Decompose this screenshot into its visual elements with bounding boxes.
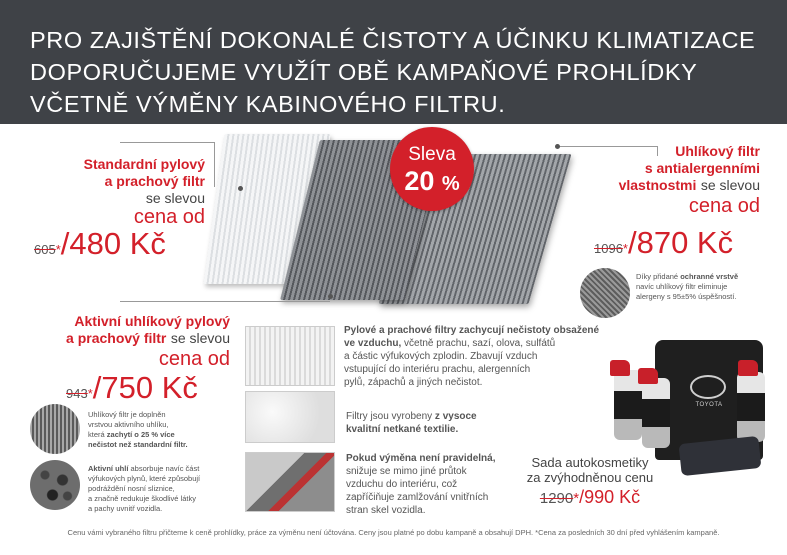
active-note1-line-4: nečistot než standardní filtr. (88, 440, 188, 449)
carbon-note-line-3: alergeny s 95±5% úspěšností. (636, 292, 737, 301)
active-filter-old-price: 943 (66, 386, 88, 401)
standard-filter-title-2: a prachový filtr (104, 173, 205, 189)
footer-disclaimer: Cenu vámi vybraného filtru přičteme k ceně prohlídky, práce za výměnu není účtována. Ceny jsou platné po dobu kampaně a obsahují DPH. *Cena za posledních 30 dní před vyhlášením kampaně. (67, 528, 720, 537)
active-filter-price-from: cena od (158, 348, 230, 370)
info2-line-2: kvalitní netkané textilie. (346, 424, 459, 435)
carbon-filter-old-star: * (622, 241, 628, 256)
carbon-filter-price (594, 225, 733, 261)
badge-unit: % (441, 173, 460, 195)
active-filter-price (66, 370, 198, 406)
kit-title-2: za zvýhodněnou cenu (526, 470, 654, 485)
connector-line-standard-v (214, 142, 215, 187)
carbon-filter-title-2: s antialergenními (644, 160, 760, 176)
active-filter-discount-note: se slevou (170, 330, 230, 346)
active-filter-new-price: /750 Kč (92, 370, 198, 405)
info1-line-5: pylů, zápachů a jiných nečistot. (344, 377, 483, 388)
info1-line-4: vstupující do interiéru prachu, alergenních (344, 364, 531, 375)
active-note2-b: absorbuje navíc část (130, 464, 200, 473)
kit-old-star: * (573, 490, 580, 507)
kit-new-price: /990 Kč (579, 487, 641, 507)
spray-trigger-2 (638, 368, 658, 384)
spray-bottle-2 (642, 378, 670, 448)
active-filter-note-2 (88, 464, 233, 514)
connector-line-standard (120, 142, 215, 143)
active-filter-title-2: a prachový filtr (66, 330, 167, 346)
info2-line-1a: Filtry jsou vyrobeny (346, 411, 433, 422)
active-note1-line-2: vrstvou aktivního uhlíku, (88, 420, 169, 429)
active-filter-title-1: Aktivní uhlíkový pylový (74, 313, 230, 329)
pleated-filter-closeup-image (245, 326, 335, 386)
carbon-note-b: ochranné vrstvě (680, 272, 739, 281)
active-note1-line-1: Uhlíkový filtr je doplněn (88, 410, 166, 419)
carbon-filter-title-1: Uhlíkový filtr (675, 143, 760, 159)
active-note1-line-3b: zachytí o 25 % více (106, 430, 175, 439)
active-note2-line-5: a pachy uvnitř vozidla. (88, 504, 163, 513)
active-filter-old-star: * (87, 386, 93, 401)
info3-line-5: stran skel vozidla. (346, 505, 426, 516)
headline-line-2: DOPORUČUJEME VYUŽÍT OBĚ KAMPAŇOVÉ PROHLÍDKY (30, 59, 698, 85)
kit-offer (520, 455, 660, 508)
carbon-filter-new-price: /870 Kč (627, 225, 734, 260)
standard-filter-title-1: Standardní pylový (83, 156, 205, 172)
carbon-layer-closeup (580, 268, 630, 318)
nonwoven-textile-image (245, 391, 335, 443)
badge-label: Sleva (408, 144, 456, 165)
standard-filter-discount-note: se slevou (145, 190, 205, 206)
headline-line-3: VČETNĚ VÝMĚNY KABINOVÉHO FILTRU. (30, 91, 506, 117)
active-note2-line-4: a značně redukuje škodlivé látky (88, 494, 196, 503)
info3-line-4: zapříčiňuje zamlžování vnitřních (346, 492, 489, 503)
info3-line-3: vzduchu do interiéru, což (346, 479, 458, 490)
carbon-filter-price-from: cena od (688, 195, 760, 217)
carbon-filter-old-price: 1096 (594, 241, 623, 256)
bag-brand-text: TOYOTA (695, 402, 723, 408)
headline-line-1: PRO ZAJIŠTĚNÍ DOKONALÉ ČISTOTY A ÚČINKU KLIMATIZACE (30, 27, 756, 53)
info3-line-2: snižuje se mimo jiné průtok (346, 466, 467, 477)
connector-dot-active (328, 294, 333, 299)
discount-badge (390, 127, 474, 211)
active-note2-line-2: výfukových plynů, které způsobují (88, 474, 201, 483)
connector-dot-standard (238, 186, 243, 191)
info2-line-1b: z vysoce (434, 411, 477, 422)
header-banner (0, 0, 787, 124)
standard-filter-new-price: /480 Kč (60, 226, 166, 261)
carbon-note-line-2: navíc uhlíkový filtr eliminuje (636, 282, 728, 291)
spray-trigger-3 (738, 360, 758, 376)
carbon-filter-note (636, 272, 758, 302)
info3-line-1: Pokud výměna není pravidelná, (346, 453, 496, 464)
activated-charcoal-granules (30, 460, 80, 510)
kit-old-price: 1290 (539, 490, 574, 507)
active-note1-line-3a: která (88, 430, 105, 439)
spray-trigger-1 (610, 360, 630, 376)
dirty-filter-replacement-image (245, 452, 335, 512)
active-note2-a: Aktivní uhlí (88, 464, 129, 473)
info1-line-1: Pylové a prachové filtry zachycují nečistoty obsažené (344, 325, 600, 336)
standard-filter-price (34, 226, 166, 262)
active-filter-block (40, 313, 230, 371)
standard-filter-block (55, 156, 205, 229)
active-carbon-layer-closeup (30, 404, 80, 454)
carbon-note-a: Díky přidané (636, 272, 679, 281)
connector-line-active (120, 301, 330, 302)
carbon-filter-title-3: vlastnostmi (618, 177, 697, 193)
carbon-filter-block (590, 143, 760, 218)
info1-line-3: a částic výfukových zplodin. Zbavují vzduch (344, 351, 538, 362)
standard-filter-price-from: cena od (133, 206, 205, 228)
badge-number: 20 (404, 166, 435, 196)
standard-filter-old-star: * (55, 242, 61, 257)
active-filter-note-1 (88, 410, 233, 450)
connector-dot-carbon (555, 144, 560, 149)
info1-line-2b: včetně prachu, sazí, olova, sulfátů (404, 338, 556, 349)
info-block-1 (344, 324, 634, 389)
standard-filter-old-price: 605 (34, 242, 56, 257)
active-note2-line-3: podráždění nosní sliznice, (88, 484, 175, 493)
toyota-logo-icon (690, 375, 726, 399)
carbon-filter-discount-note: se slevou (700, 177, 760, 193)
info-block-2 (346, 410, 526, 436)
microfiber-cloth-image (679, 436, 762, 476)
info-block-3 (346, 452, 526, 517)
badge-value (390, 166, 474, 197)
spray-bottle-3 (737, 372, 765, 442)
info1-line-2a: ve vzduchu, (344, 338, 402, 349)
kit-title-1: Sada autokosmetiky (531, 455, 649, 470)
kit-price (520, 487, 660, 508)
